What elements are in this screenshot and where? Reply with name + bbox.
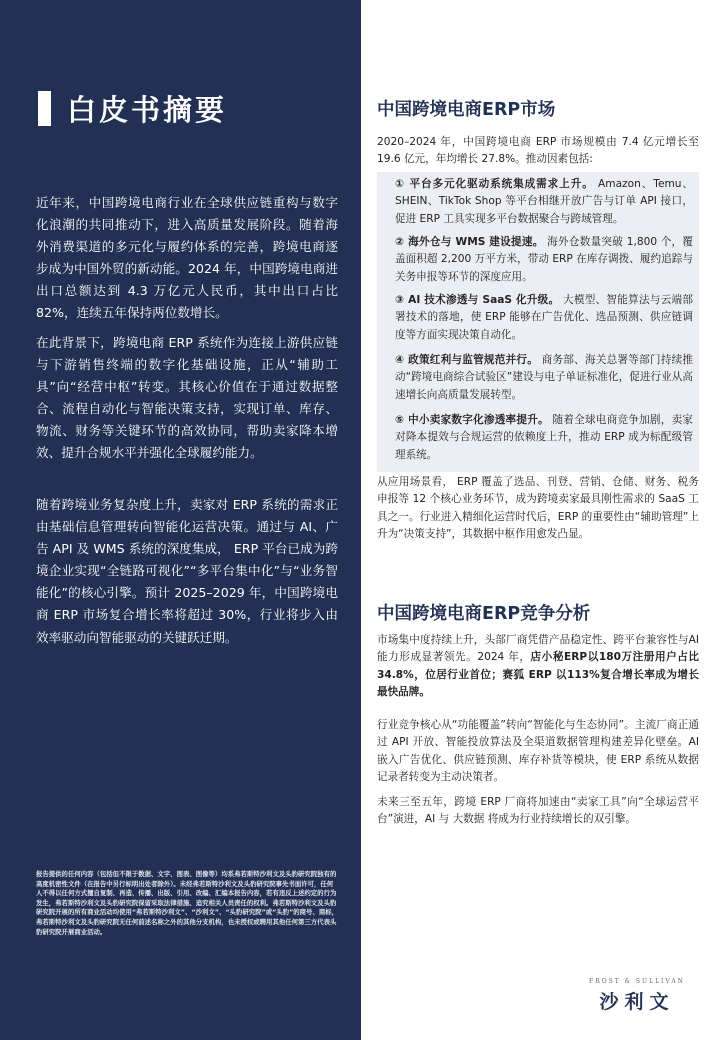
market-application-paragraph: 从应用场景看， ERP 覆盖了选品、刊登、营销、仓储、财务、税务申报等 12 个核心业务环节，成为跨境卖家最具刚性需求的 SaaS 工具之一。行业进入精细化运营时代后，ERP 的重要性由“辅助管理”上升为“决策支持”，其数据中枢作用愈发凸显。 — [377, 476, 699, 540]
logo-english: FROST & SULLIVAN — [589, 978, 685, 985]
driver-heading: ① 平台多元化驱动系统集成需求上升。 — [395, 178, 594, 190]
title-accent-bar — [38, 91, 51, 126]
page-title: 白皮书摘要 — [67, 93, 228, 127]
competition-paragraph-2: 行业竞争核心从“功能覆盖”转向“智能化与生态协同”。主流厂商正通过 API 开放、智能投放算法及全渠道数据管理构建差异化壁垒。AI 嵌入广告优化、供应链预测、库存补货等模块，使 ERP 系统从数据记录者转变为主动决策者。 — [377, 719, 699, 783]
driver-body: Amazon、Temu、SHEIN、TikTok Shop 等平台相继开放广告与订单 API 接口，促进 ERP 工具实现多平台数据聚合与跨域管理。 — [395, 178, 694, 225]
competition-paragraph-3: 未来三至五年，跨境 ERP 厂商将加速由“卖家工具”向“全球运营平台”演进，AI 与 大数据 将成为行业持续增长的双引擎。 — [377, 796, 699, 826]
driver-item — [395, 352, 693, 404]
driver-body: 大模型、智能算法与云端部署技术的落地，使 ERP 能够在广告优化、选品预测、供应链调度等方面实现决策自动化。 — [395, 294, 693, 341]
summary-paragraph-1: 近年来，中国跨境电商行业在全球供应链重构与数字化浪潮的共同推动下，进入高质量发展阶段。随着海外消费渠道的多元化与履约体系的完善，跨境电商逐步成为中国外贸的新动能。2024 年，中国跨境电商进出口总额达到 4.3 万亿元人民币，其中出口占比 82%，连续五年保持两位数增长。 — [36, 195, 338, 321]
driver-heading: ④ 政策红利与监管规范并行。 — [395, 354, 539, 366]
driver-item — [395, 412, 693, 464]
driver-body: 随着全球电商竞争加剧，卖家对降本提效与合规运营的依赖度上升，推动 ERP 成为标配级管理系统。 — [395, 414, 693, 461]
driver-item — [395, 292, 693, 344]
market-section-title: 中国跨境电商ERP市场 — [377, 100, 556, 120]
page-title-block — [38, 88, 227, 129]
driver-item — [395, 234, 693, 286]
right-panel — [361, 0, 720, 1040]
driver-heading: ⑤ 中小卖家数字化渗透率提升。 — [395, 414, 549, 426]
disclaimer-text: 报告提供的任何内容（包括但不限于数据、文字、图表、图像等）均系弗若斯特沙利文及头豹研究院独有的高度机密性文件（在报告中另行标明出处者除外）。未经弗若斯特沙利文及头豹研究院事先书面许可，任何人不得以任何方式擅自复制、再造、传播、出版、引用、改编、汇编本报告内容，若有违反上述约定的行为发生，弗若斯特沙利文及头豹研究院保留采取法律措施、追究相关人员责任的权利。弗若斯特沙利文及头豹研究院开展的所有商业活动均使用“弗若斯特沙利文”、“沙利文”、“头豹研究院”或“头豹”的商号、商标，弗若斯特沙利文及头豹研究院无任何前述名称之外的其他分支机构，也未授权或聘用其他任何第三方代表头豹研究院开展商业活动。 — [36, 870, 339, 936]
summary-paragraph-3: 随着跨境业务复杂度上升，卖家对 ERP 系统的需求正由基础信息管理转向智能化运营决策。通过与 AI、广告 API 及 WMS 系统的深度集成， ERP 平台已成为跨境企业实现“全链路可视化”“多平台集中化”与“业务智能化”的核心引擎。预计 2025–2029 年，中国跨境电商 ERP 市场复合增长率将超过 30%，行业将步入由效率驱动向智能驱动的关键跃迁期。 — [36, 497, 338, 645]
driver-item — [395, 176, 693, 228]
logo-chinese: 沙利文 — [599, 991, 675, 1013]
competition-paragraph-1-text: 市场集中度持续上升，头部厂商凭借产品稳定性、跨平台兼容性与AI能力形成显著领先。2024 年， — [377, 634, 699, 664]
driver-body: 海外仓数量突破 1,800 个，覆盖面积超 2,200 万平方米，带动 ERP 在库存调拨、履约追踪与关务申报等环节的深度应用。 — [395, 236, 693, 283]
frost-sullivan-logo — [567, 978, 707, 1014]
driver-heading: ② 海外仓与 WMS 建设提速。 — [395, 236, 544, 248]
summary-paragraph-2: 在此背景下，跨境电商 ERP 系统作为连接上游供应链与下游销售终端的数字化基础设施，正从“辅助工具”向“经营中枢”转变。其核心价值在于通过数据整合、流程自动化与智能决策支持，实现订单、库存、物流、财务等关键环节的高效协同，帮助卖家降本增效、提升合规水平并强化全球履约能力。 — [36, 335, 338, 461]
driver-heading: ③ AI 技术渗透与 SaaS 化升级。 — [395, 294, 560, 306]
driver-body: 商务部、海关总署等部门持续推动“跨境电商综合试验区”建设与电子单证标准化，促进行业从高速增长向高质量发展转型。 — [395, 354, 693, 401]
competition-paragraph-1 — [377, 632, 699, 701]
competition-section-title: 中国跨境电商ERP竞争分析 — [377, 604, 591, 624]
market-intro: 2020–2024 年，中国跨境电商 ERP 市场规模由 7.4 亿元增长至 19.6 亿元，年均增长 27.8%。推动因素包括: — [377, 136, 699, 166]
competition-paragraph-1-highlight: 店小秘ERP以180万注册用户占比 34.8%，位居行业首位；赛狐 ERP 以113%复合增长率成为增长最快品牌。 — [377, 651, 699, 698]
drivers-box — [377, 172, 699, 472]
